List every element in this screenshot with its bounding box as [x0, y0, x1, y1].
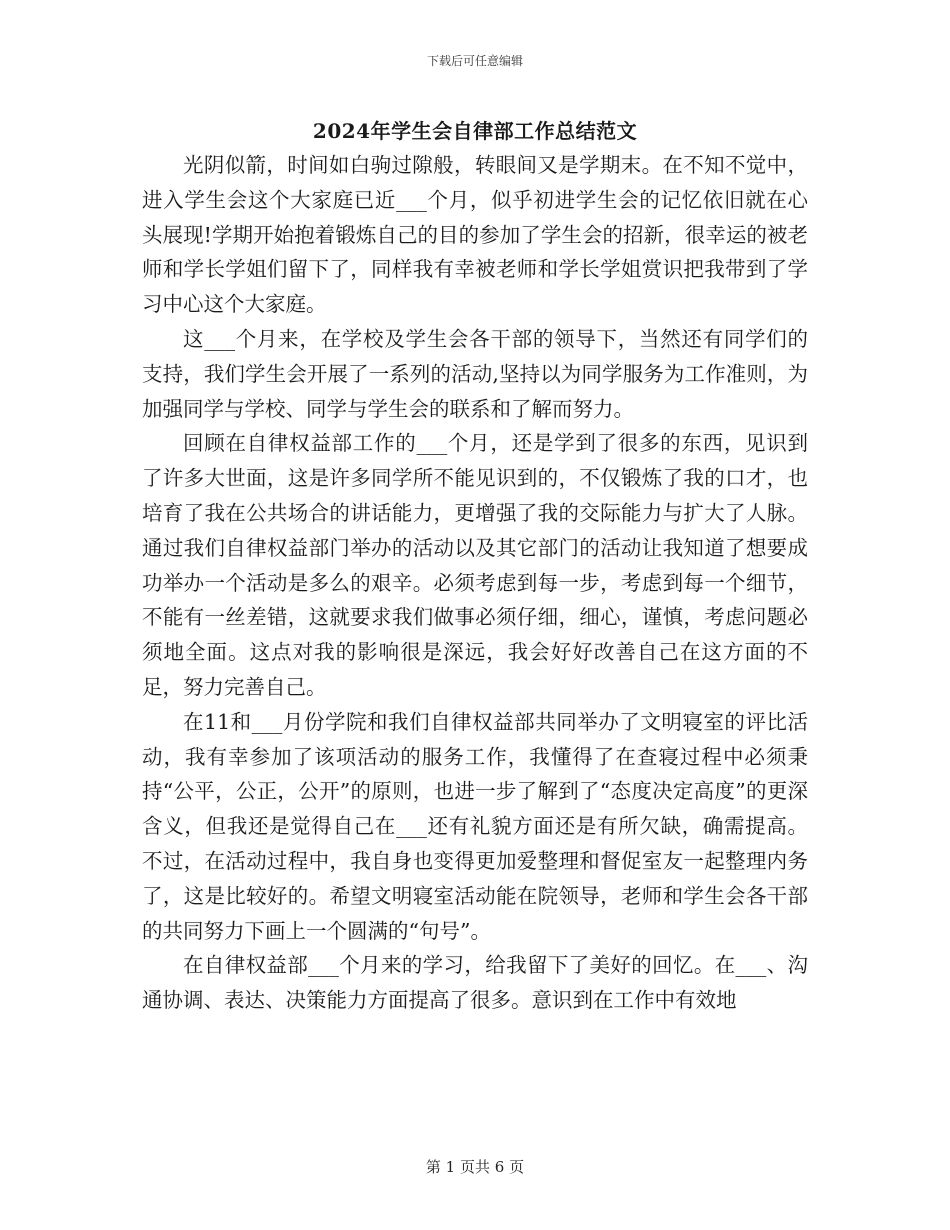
paragraph: 回顾在自律权益部工作的___个月，还是学到了很多的东西，见识到了许多大世面，这是许多同学所不能见识到的，不仅锻炼了我的口才，也培育了我在公共场合的讲话能力，更增强了我的交际能力与扩大了人脉。通过我们自律权益部门举办的活动以及其它部门的活动让我知道了想要成功举办一个活动是多么的艰辛。必须考虑到每一步，考虑到每一个细节，不能有一丝差错，这就要求我们做事必须仔细，细心，谨慎，考虑问题必须地全面。这点对我的影响很是深远，我会好好改善自己在这方面的不足，努力完善自己。 — [142, 431, 808, 699]
paragraph: 光阴似箭，时间如白驹过隙般，转眼间又是学期末。在不知不觉中，进入学生会这个大家庭已近___个月，似乎初进学生会的记忆依旧就在心头展现!学期开始抱着锻炼自己的目的参加了学生会的招新，很幸运的被老师和学长学姐们留下了，同样我有幸被老师和学长学姐赏识把我带到了学习中心这个大家庭。 — [142, 153, 808, 317]
header-note: 下载后可任意编辑 — [426, 54, 523, 68]
paragraph: 在11和___月份学院和我们自律权益部共同举办了文明寝室的评比活动，我有幸参加了该项活动的服务工作，我懂得了在查寝过程中必须秉持“公平，公正，公开”的原则，也进一步了解到了“态度决定高度”的更深含义，但我还是觉得自己在___还有礼貌方面还是有所欠缺，确需提高。不过，在活动过程中，我自身也变得更加爱整理和督促室友一起整理内务了，这是比较好的。希望文明寝室活动能在院领导，老师和学生会各干部的共同努力下画上一个圆满的“句号”。 — [142, 709, 808, 943]
page-number-footer: 第 1 页共 6 页 — [425, 1158, 525, 1176]
paragraph: 在自律权益部___个月来的学习，给我留下了美好的回忆。在___、沟通协调、表达、决策能力方面提高了很多。意识到在工作中有效地 — [142, 953, 808, 1013]
document-body — [142, 148, 808, 1018]
document-title: 2024年学生会自律部工作总结范文 — [312, 119, 638, 143]
paragraph: 这___个月来，在学校及学生会各干部的领导下，当然还有同学们的支持，我们学生会开展了一系列的活动,坚持以为同学服务为工作准则，为加强同学与学校、同学与学生会的联系和了解而努力。 — [142, 326, 808, 421]
